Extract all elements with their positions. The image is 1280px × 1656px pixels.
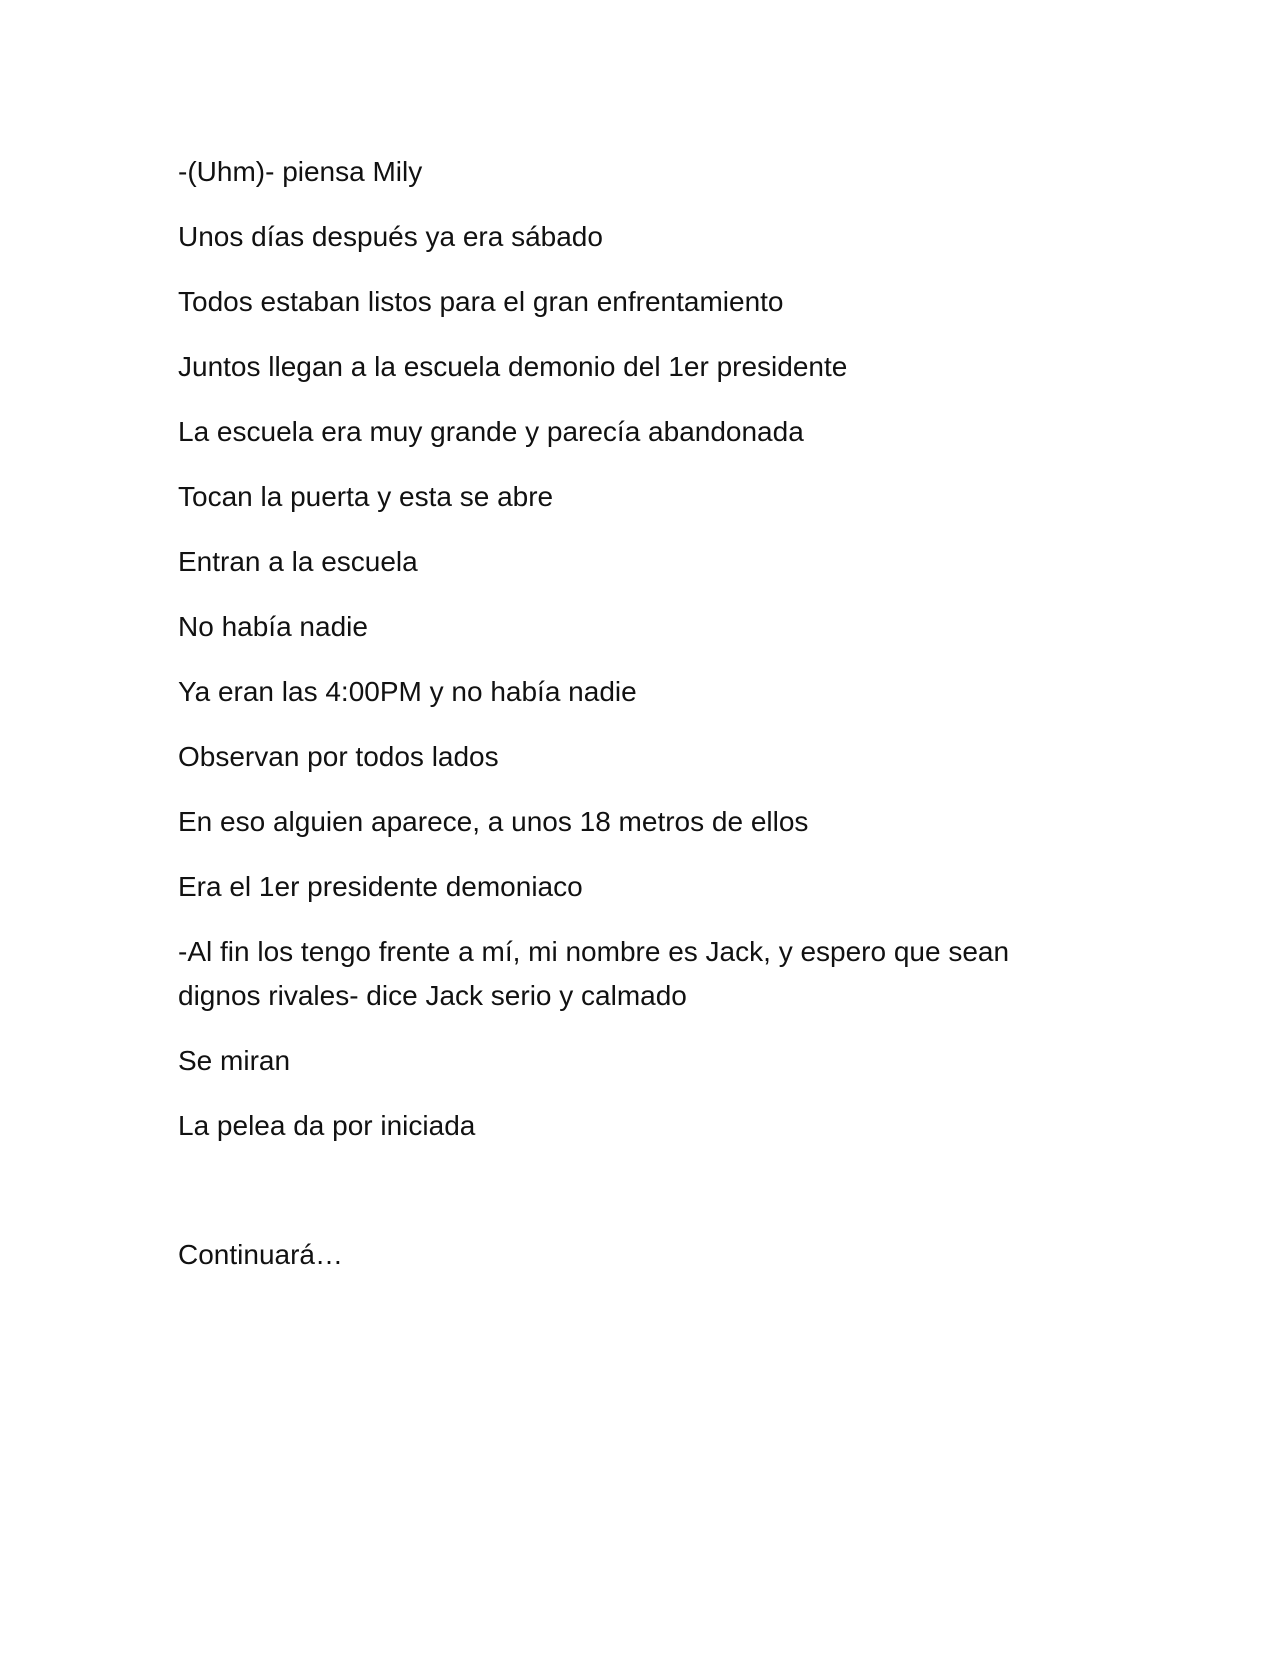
- paragraph: -(Uhm)- piensa Mily: [178, 156, 423, 187]
- paragraph: Tocan la puerta y esta se abre: [178, 481, 554, 512]
- paragraph: En eso alguien aparece, a unos 18 metros de ellos: [178, 806, 809, 837]
- paragraph: Todos estaban listos para el gran enfrentamiento: [178, 286, 784, 317]
- document-body: [178, 150, 1058, 1298]
- paragraph: La pelea da por iniciada: [178, 1110, 476, 1141]
- closing-line: Continuará…: [178, 1239, 343, 1270]
- paragraph: La escuela era muy grande y parecía abandonada: [178, 416, 804, 447]
- paragraph: Juntos llegan a la escuela demonio del 1er presidente: [178, 351, 848, 382]
- paragraph: -Al fin los tengo frente a mí, mi nombre es Jack, y espero que sean dignos rivales- dice Jack serio y calmado: [178, 936, 1010, 1011]
- paragraph: Ya eran las 4:00PM y no había nadie: [178, 676, 637, 707]
- paragraph: No había nadie: [178, 611, 368, 642]
- paragraph: Observan por todos lados: [178, 741, 499, 772]
- paragraph: Entran a la escuela: [178, 546, 418, 577]
- paragraph: Se miran: [178, 1045, 291, 1076]
- paragraph: Era el 1er presidente demoniaco: [178, 871, 583, 902]
- paragraph: Unos días después ya era sábado: [178, 221, 603, 252]
